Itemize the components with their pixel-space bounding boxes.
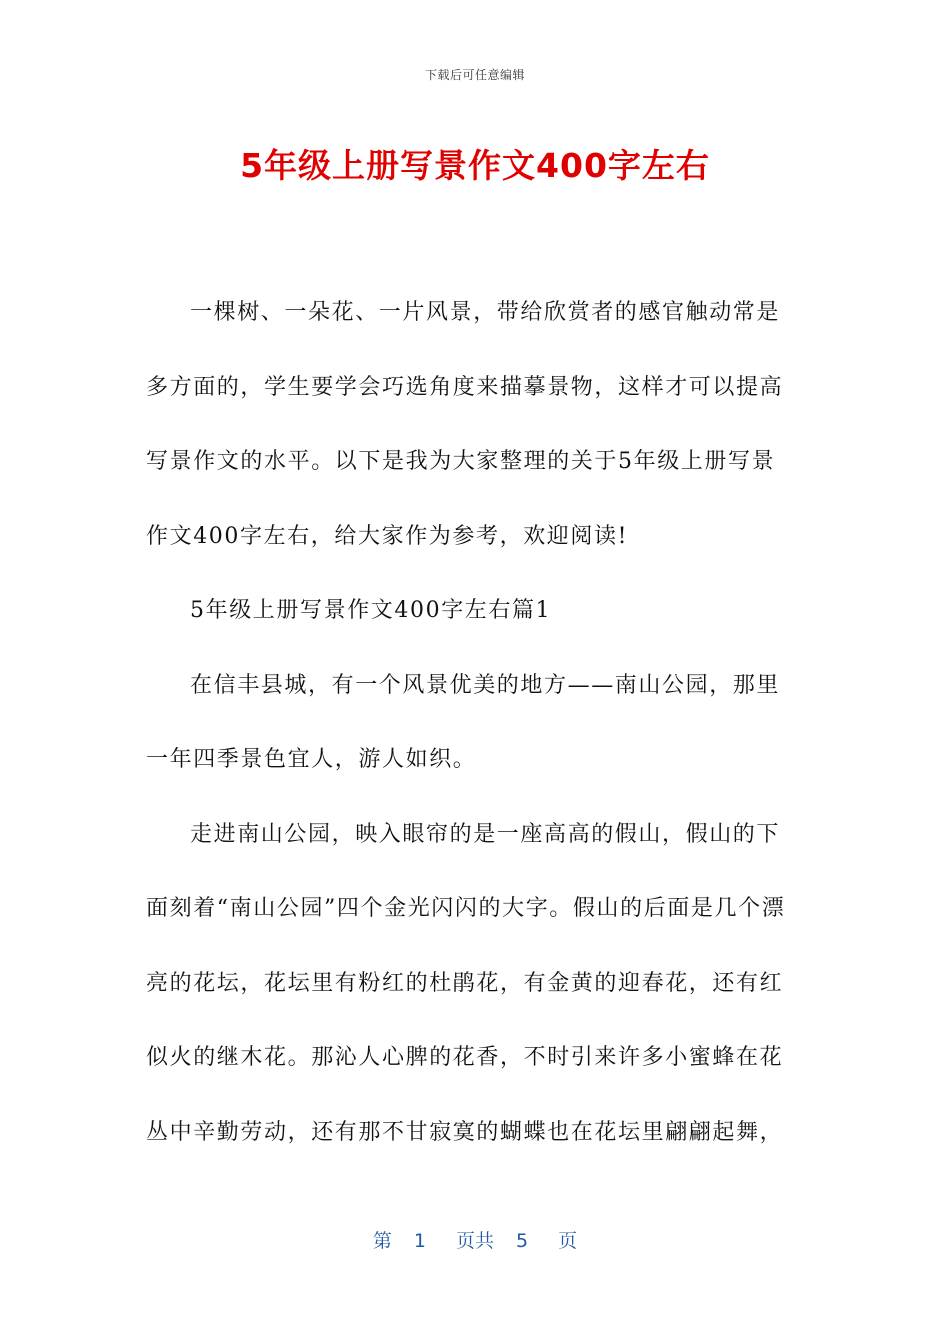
page-label-suffix: 页 [558, 1230, 578, 1252]
current-page-number: 1 [413, 1230, 426, 1252]
page-title: 5年级上册写景作文400字左右 [240, 146, 710, 185]
body-paragraph: 在信丰县城，有一个风景优美的地方——南山公园，那里一年四季景色宜人，游人如织。 [146, 672, 781, 772]
header-note: 下载后可任意编辑 [424, 68, 525, 82]
total-pages-number: 5 [516, 1230, 529, 1252]
body-paragraph: 走进南山公园，映入眼帘的是一座高高的假山，假山的下面刻着“南山公园”四个金光闪闪的大字。假山的后面是几个漂亮的花坛，花坛里有粉红的杜鹃花，有金黄的迎春花，还有红似火的继木花。那沁人心脾的花香，不时引来许多小蜜蜂在花丛中辛勤劳动，还有那不甘寂寞的蝴蝶也在花坛里翩翩起舞， [146, 821, 786, 1145]
page-label-mid: 页共 [455, 1230, 494, 1252]
article-body [146, 276, 796, 1170]
section-heading: 5年级上册写景作文400字左右篇1 [190, 598, 552, 623]
intro-paragraph: 一棵树、一朵花、一片风景，带给欣赏者的感官触动常是多方面的，学生要学会巧选角度来描摹景物，这样才可以提高写景作文的水平。以下是我为大家整理的关于5年级上册写景作文400字左右，给大家作为参考，欢迎阅读! [146, 300, 784, 549]
page-footer [0, 1226, 950, 1253]
page-label-prefix: 第 [372, 1230, 392, 1252]
